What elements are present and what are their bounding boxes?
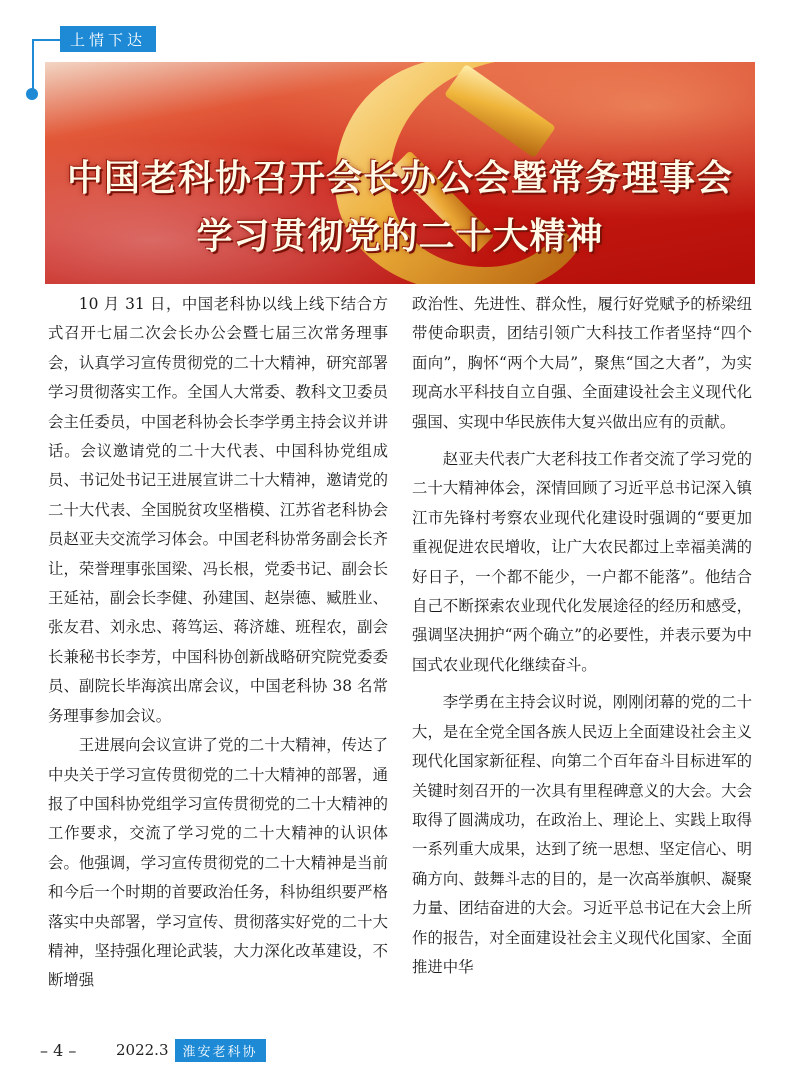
article-title	[45, 150, 755, 266]
issue-number: 2022.3	[116, 1041, 169, 1059]
page-number: – 4 –	[40, 1040, 77, 1060]
paragraph: 10 月 31 日，中国老科协以线上线下结合方式召开七届二次会长办公会暨七届三次常务理事会，认真学习宣传贯彻党的二十大精神，研究部署学习贯彻落实工作。全国人大常委、教科文卫委员会主任委员，中国老科协会长李学勇主持会议并讲话。会议邀请党的二十大代表、中国科协党组成员、书记处书记王进展宣讲二十大精神，邀请党的二十大代表、全国脱贫攻坚楷模、江苏省老科协会员赵亚夫交流学习体会。中国老科协常务副会长齐让，荣誉理事张国梁、冯长根，党委书记、副会长王延祜，副会长李健、孙建国、赵崇德、臧胜业、张友君、刘永忠、蒋笃运、蒋济雄、班程农，副会长兼秘书长李芳，中国科协创新战略研究院党委委员、副院长毕海滨出席会议，中国老科协 38 名常务理事参加会议。	[48, 295, 388, 725]
body-column-right	[412, 290, 752, 982]
paragraph: 李学勇在主持会议时说，刚刚闭幕的党的二十大，是在全党全国各族人民迈上全面建设社会主义现代化国家新征程、向第二个百年奋斗目标进军的关键时刻召开的一次具有里程碑意义的大会。大会取得了圆满成功，在政治上、理论上、实践上取得一系列重大成果，达到了统一思想、坚定信心、明确方向、鼓舞斗志的目的，是一次高举旗帜、凝聚力量、团结奋进的大会。习近平总书记在大会上所作的报告，对全面建设社会主义现代化国家、全面推进中华	[412, 693, 752, 976]
paragraph: 王进展向会议宣讲了党的二十大精神，传达了中央关于学习宣传贯彻党的二十大精神的部署，通报了中国科协党组学习宣传贯彻党的二十大精神的工作要求，交流了学习党的二十大精神的认识体会。他强调，学习宣传贯彻党的二十大精神是当前和今后一个时期的首要政治任务，科协组织要严格落实中央部署，学习宣传、贯彻落实好党的二十大精神，坚持强化理论武装，大力深化改革建设，不断增强	[48, 736, 388, 990]
magazine-name: 淮安老科协	[175, 1039, 266, 1062]
article-title-line-1: 中国老科协召开会长办公会暨常务理事会	[66, 158, 733, 199]
paragraph: 政治性、先进性、群众性，履行好党赋予的桥梁纽带使命职责，团结引领广大科技工作者坚持“四个面向”，胸怀“两个大局”，聚焦“国之大者”，为实现高水平科技自立自强、全面建设社会主义现代化强国、实现中华民族伟大复兴做出应有的贡献。	[412, 295, 752, 431]
article-title-line-2: 学习贯彻党的二十大精神	[196, 216, 604, 257]
section-tag-line-vertical	[32, 40, 34, 92]
page-footer	[40, 1038, 266, 1062]
section-tag-dot	[26, 88, 38, 100]
section-tag-line-horizontal	[32, 39, 60, 41]
section-tag: 上情下达	[60, 26, 156, 52]
paragraph: 赵亚夫代表广大老科技工作者交流了学习党的二十大精神体会，深情回顾了习近平总书记深入镇江市先锋村考察农业现代化建设时强调的“要更加重视促进农民增收，让广大农民都过上幸福美满的好日子，一个都不能少，一户都不能落”。他结合自己不断探索农业现代化发展途径的经历和感受，强调坚决拥护“两个确立”的必要性，并表示要为中国式农业现代化继续奋斗。	[412, 450, 752, 674]
article-banner	[45, 62, 755, 284]
body-column-left	[48, 290, 388, 996]
